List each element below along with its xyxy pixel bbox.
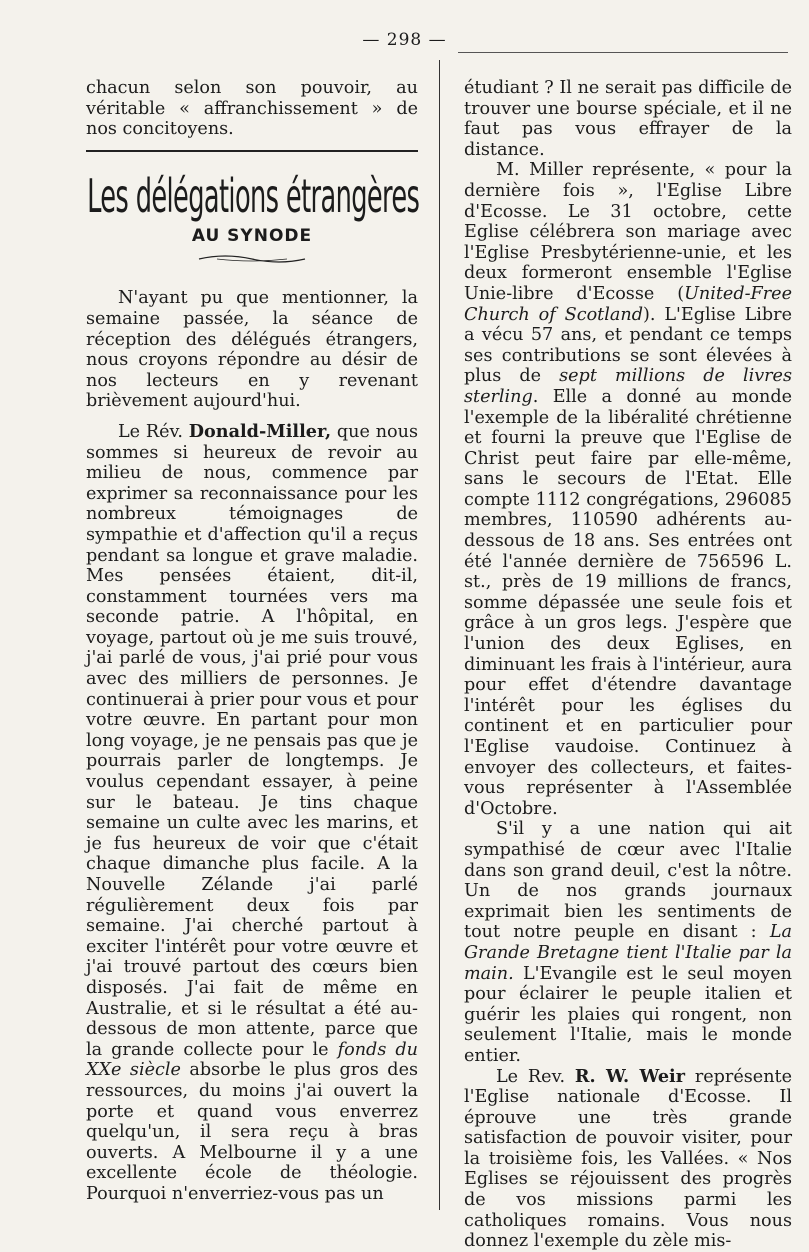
- title-ornament-icon: [197, 254, 307, 264]
- free-church-text-a: M. Miller représente, « pour la dernière fois », l'Eglise Libre d'Ecosse. Le 31 octobre, cette Eglise célébrera son mariage avec l'Eglise Presbytérienne-unie, et les deux formeront ensemble l'Eglise Unie-libre d'Ecosse (: [464, 160, 792, 304]
- right-continuation: étudiant ? Il ne serait pas difficile de trouver une bourse spéciale, et il ne faut pas vous effrayer de la distance.: [464, 78, 792, 160]
- miller-paragraph: [86, 422, 418, 1205]
- weir-prefix: Le Rev.: [496, 1066, 566, 1087]
- free-church-text-c: . Elle a donné au monde l'exemple de la libéralité chrétienne et fourni la preuve que l'Eglise de Christ peut faire par elle-même, sans le secours de l'Etat. Elle compte 1112 congrégations, 296085 membres, 110590 adhérents au-dessous de 18 ans. Ses entrées ont été l'année dernière de 756596 L. st., près de 19 millions de francs, somme dépassée une seule fois et grâce à un gros legs. J'espère que l'union des deux Eglises, en diminuant les frais à l'intérieur, aura pour effet d'étendre davantage l'intérêt pour les églises du continent et en particulier pour l'Eglise vaudoise. Continuez à envoyer des collecteurs, et faites-vous représenter à l'Assemblée d'Octobre.: [464, 386, 792, 819]
- header-rule: [458, 52, 788, 53]
- italy-text-a: S'il y a une nation qui ait sympathisé de cœur avec l'Italie dans son grand deuil, c'est la nôtre. Un de nos grands journaux exprimait bien les sentiments de tout notre peuple en disant :: [464, 819, 792, 943]
- left-continuation: chacun selon son pouvoir, au véritable « affranchissement » de nos concitoyens.: [86, 78, 418, 140]
- speaker-name: Donald-Miller,: [188, 420, 332, 442]
- right-column: [464, 78, 792, 1252]
- section-rule: [86, 150, 418, 152]
- intro-paragraph: N'ayant pu que mentionner, la semaine passée, la séance de réception des délégués étrangers, nous croyons répondre au désir de nos lecteurs en y revenant brièvement aujourd'hui.: [86, 288, 418, 412]
- free-church-paragraph: [464, 160, 792, 819]
- weir-paragraph: [464, 1067, 792, 1252]
- contribution-amount: sept millions de livres sterling: [464, 366, 792, 407]
- weir-text: représente l'Eglise nationale d'Ecosse. Il éprouve une très grande satisfaction de pouvoir visiter, pour la troisième fois, les Vallées. « Nos Eglises se réjouissent des progrès de vos missions parmi les catholiques romains. Vous nous donnez l'exemple du zèle mis-: [464, 1066, 793, 1252]
- rev-prefix: Le Rév.: [118, 421, 183, 442]
- article-title: Les délégations étrangères: [87, 168, 420, 223]
- church-english-name: United-Free Church of Scotland: [464, 283, 792, 325]
- italy-paragraph: [464, 819, 792, 1066]
- newspaper-quote: La Grande Bretagne tient l'Italie par la main.: [464, 922, 793, 984]
- page-number: — 298 —: [362, 30, 447, 50]
- column-divider: [439, 60, 440, 1210]
- left-column: [86, 78, 418, 1205]
- fund-name: fonds du XXe siècle: [86, 1039, 418, 1081]
- free-church-text-b: ). L'Eglise Libre a vécu 57 ans, et pendant ce temps ses contributions se sont élevées à plus de: [464, 304, 792, 387]
- article-subtitle: AU SYNODE: [191, 225, 313, 246]
- miller-text-a: que nous sommes si heureux de revoir au milieu de nous, commence par exprimer sa reconnaissance pour les nombreux témoignages de sympathie et d'affection qu'il a reçus pendant sa longue et grave maladie. Mes pensées étaient, dit-il, constamment tournées vers ma seconde patrie. A l'hôpital, en voyage, partout où je me suis trouvé, j'ai parlé de vous, j'ai prié pour vous avec des milliers de personnes. Je continuerai à prier pour vous et pour votre œuvre. En partant pour mon long voyage, je ne pensais pas que je pourrais parler de longtemps. Je voulus cependant essayer, à peine sur le bateau. Je tins chaque semaine un culte avec les marins, et je fus heureux de voir que c'était chaque dimanche plus facile. A la Nouvelle Zélande j'ai parlé régulièrement deux fois par semaine. J'ai cherché partout à exciter l'intérêt pour votre œuvre et j'ai trouvé partout des cœurs bien disposés. J'ai fait de même en Australie, et si le résultat a été au-dessous de mon attente, parce que la grande collecte pour le: [86, 421, 418, 1060]
- miller-text-b: absorbe le plus gros des ressources, du moins j'ai ouvert la porte et quand vous enverrez quelqu'un, il sera reçu à bras ouverts. A Melbourne il y a une excellente école de théologie. Pourquoi n'enverriez-vous pas un: [86, 1060, 419, 1204]
- weir-name: R. W. Weir: [574, 1065, 685, 1087]
- italy-text-b: L'Evangile est le seul moyen pour éclairer le peuple italien et guérir les plaies qui rongent, non seulement l'Italie, mais le monde entier.: [464, 963, 793, 1066]
